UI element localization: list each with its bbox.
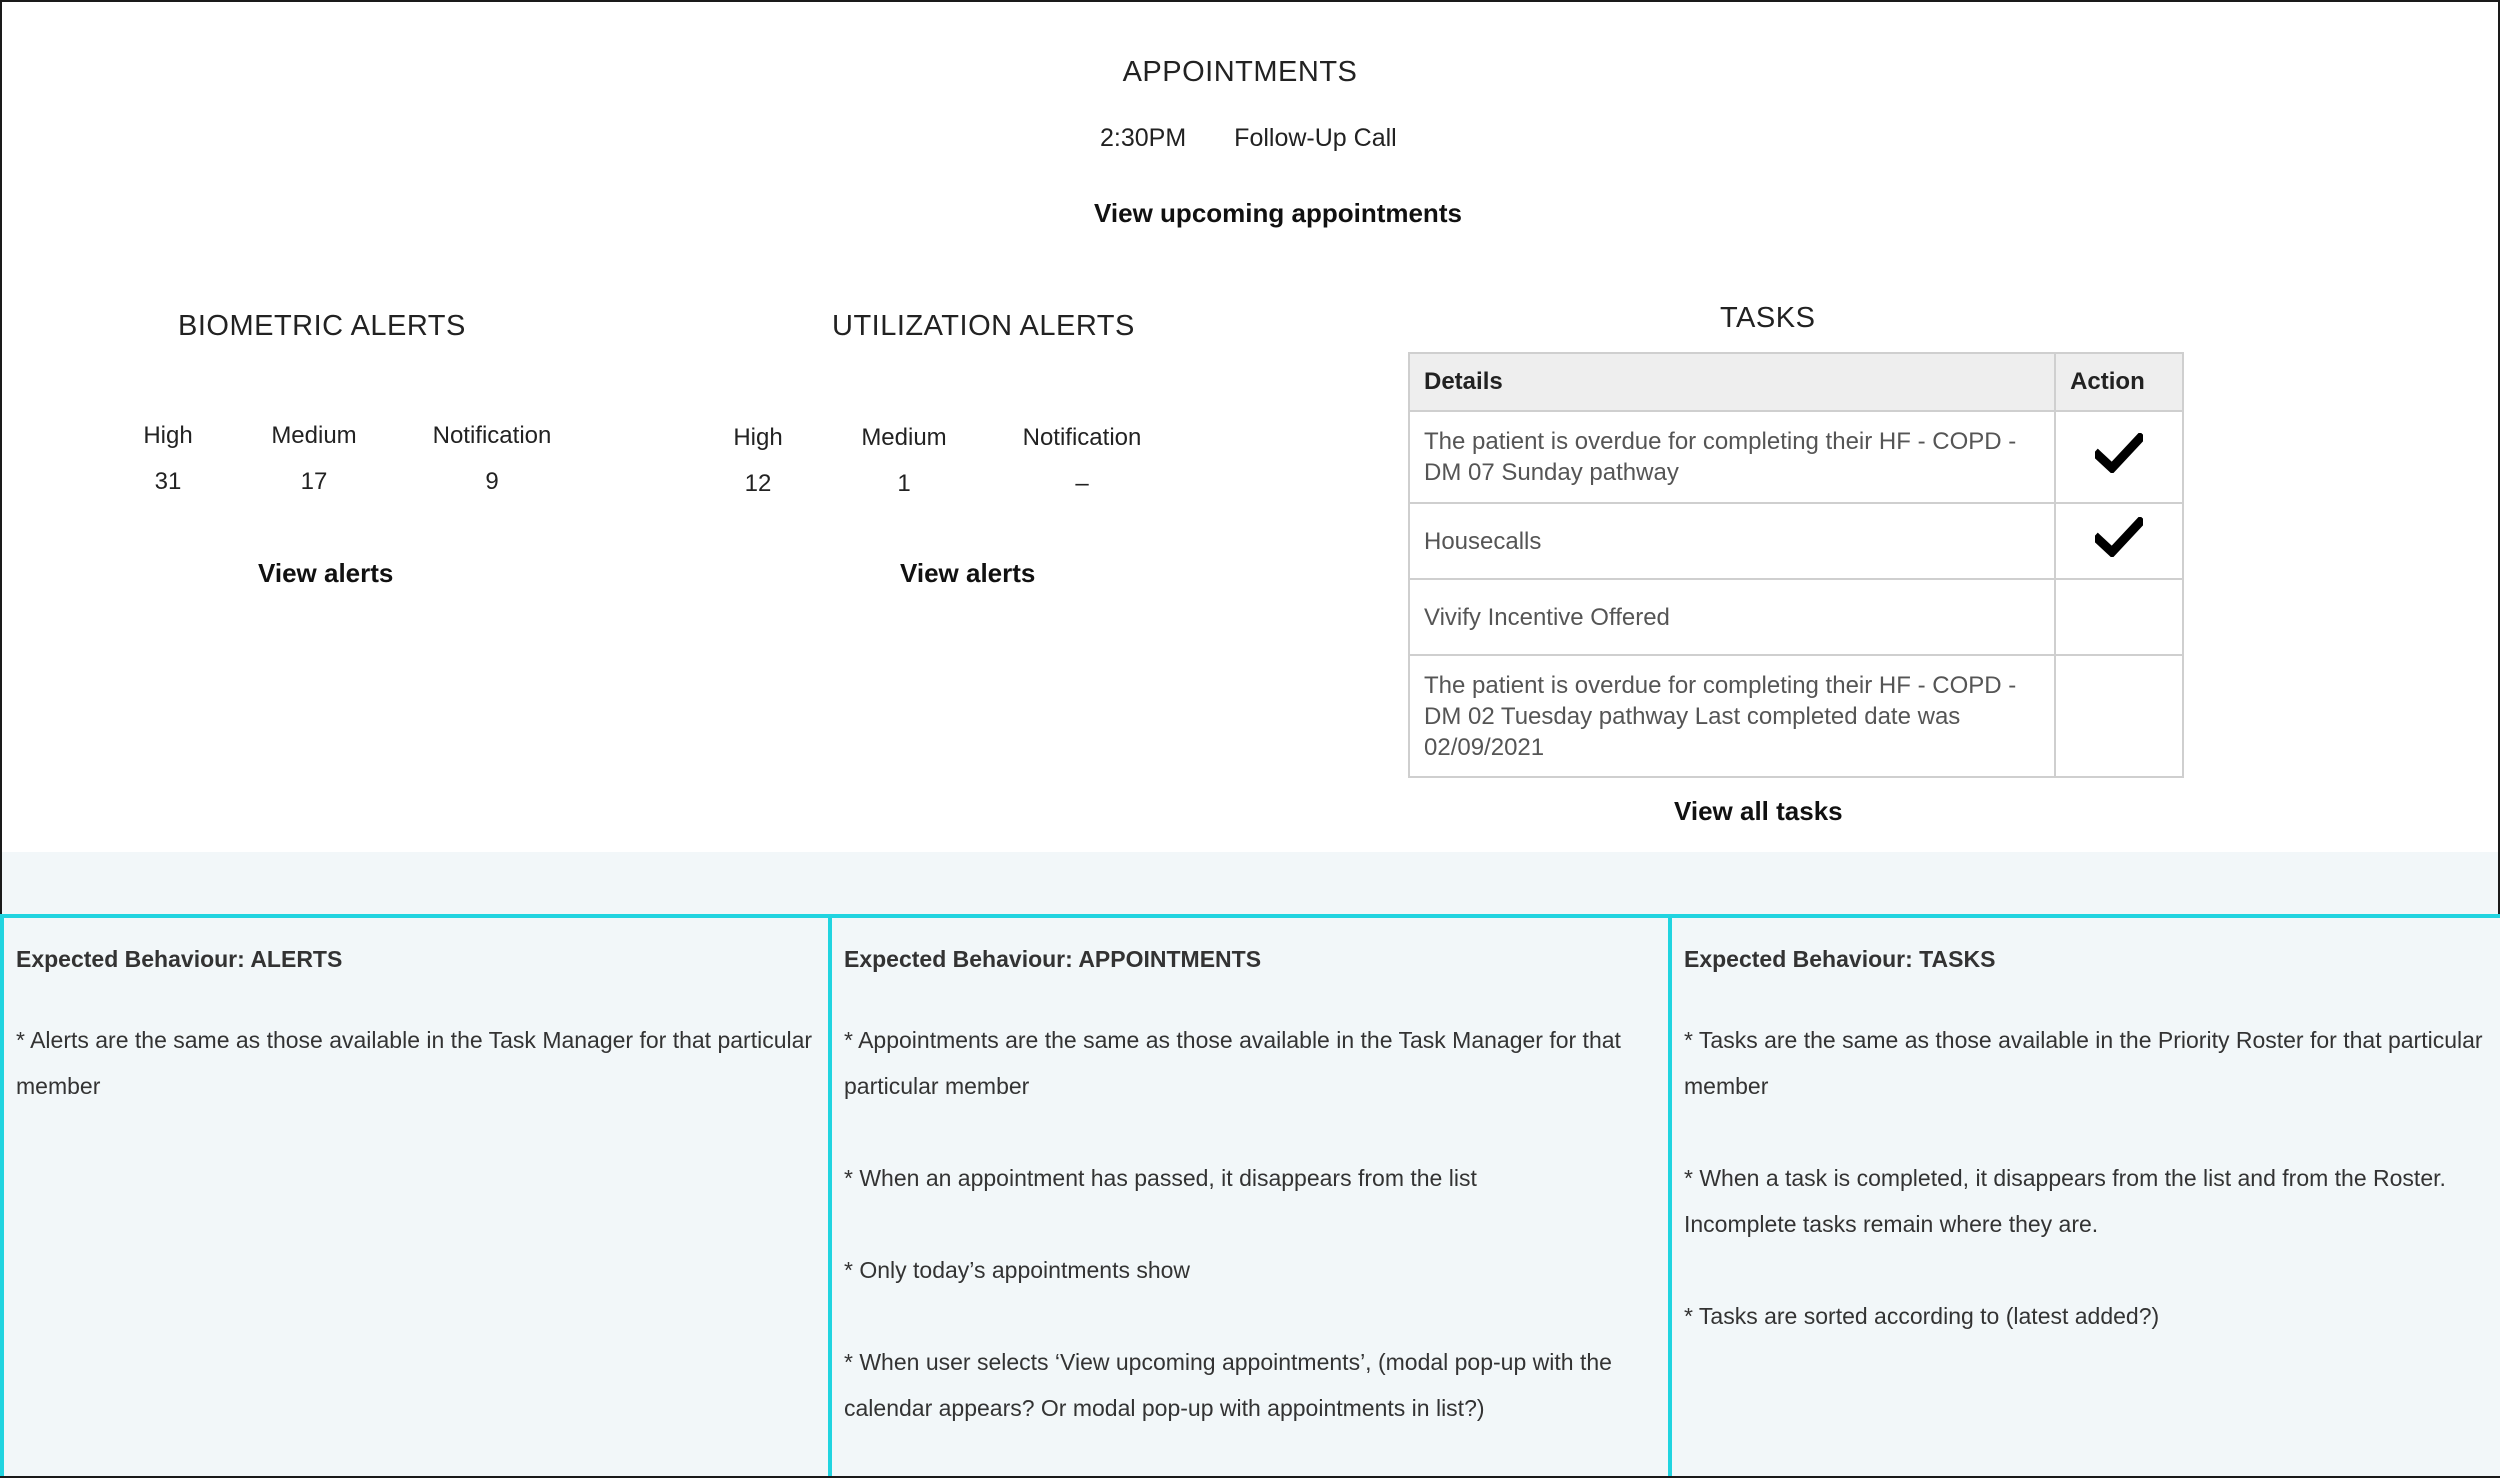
note-heading: Expected Behaviour: ALERTS (16, 946, 343, 972)
expected-tasks-note (1668, 914, 2500, 1476)
alert-value: 1 (897, 470, 911, 497)
appointments-title: APPOINTMENTS (1122, 56, 1358, 88)
expected-behaviour-section (2, 852, 2498, 1476)
alert-label: Notification (432, 422, 552, 449)
note-paragraph: * When a task is completed, it disappears from the list and from the Roster. Incomplete tasks remain where they are. (1684, 1165, 2446, 1237)
alert-label: High (143, 422, 193, 449)
dashboard-panel (2, 2, 2498, 852)
alert-value: 9 (485, 468, 499, 495)
checkmark-icon[interactable] (2095, 517, 2143, 565)
appointment-item (1100, 124, 1397, 153)
note-heading: Expected Behaviour: APPOINTMENTS (844, 946, 1262, 972)
utilization-alerts-title: UTILIZATION ALERTS (832, 310, 1135, 342)
alert-label: High (733, 424, 783, 451)
task-row (1409, 411, 2183, 503)
note-paragraph: * Only today’s appointments show (844, 1257, 1191, 1283)
task-details: Housecalls (1409, 503, 2055, 579)
biometric-medium (264, 422, 364, 496)
tasks-title: TASKS (1720, 302, 1816, 334)
appointment-time: 2:30PM (1100, 124, 1187, 152)
note-paragraph: * Appointments are the same as those available in the Task Manager for that particular member (844, 1027, 1621, 1099)
task-row (1409, 579, 2183, 655)
view-biometric-alerts-link[interactable]: View alerts (258, 558, 394, 588)
utilization-notification (1012, 424, 1152, 498)
biometric-notification (422, 422, 562, 496)
task-details: Vivify Incentive Offered (1409, 579, 2055, 655)
task-details: The patient is overdue for completing their HF - COPD - DM 07 Sunday pathway (1409, 411, 2055, 503)
utilization-medium (854, 424, 954, 498)
alert-label: Medium (861, 424, 947, 451)
task-action[interactable] (2055, 411, 2183, 503)
task-action[interactable] (2055, 503, 2183, 579)
task-details: The patient is overdue for completing their HF - COPD - DM 02 Tuesday pathway Last completed date was 02/09/2021 (1409, 655, 2055, 777)
note-paragraph: * When user selects ‘View upcoming appointments’, (modal pop-up with the calendar appears? Or modal pop-up with appointments in list?) (844, 1349, 1612, 1421)
expected-appointments-note (828, 914, 1674, 1476)
biometric-high (130, 422, 206, 496)
utilization-high (720, 424, 796, 498)
alert-value: – (1075, 470, 1089, 497)
task-action[interactable] (2055, 579, 2183, 655)
view-utilization-alerts-link[interactable]: View alerts (900, 558, 1036, 588)
alert-label: Notification (1022, 424, 1142, 451)
note-paragraph: * Alerts are the same as those available in the Task Manager for that particular member (16, 1027, 813, 1099)
alert-value: 31 (154, 468, 182, 495)
task-action[interactable] (2055, 655, 2183, 777)
biometric-alerts-title: BIOMETRIC ALERTS (178, 310, 466, 342)
view-upcoming-appointments-link[interactable]: View upcoming appointments (1094, 198, 1462, 228)
tasks-table (1408, 352, 2184, 778)
expected-alerts-note (0, 914, 834, 1476)
details-header: Details (1409, 353, 2055, 411)
alert-value: 17 (300, 468, 328, 495)
task-row (1409, 655, 2183, 777)
appointment-label: Follow-Up Call (1234, 124, 1397, 152)
note-heading: Expected Behaviour: TASKS (1684, 946, 1996, 972)
view-all-tasks-link[interactable]: View all tasks (1674, 796, 1843, 826)
note-paragraph: * When an appointment has passed, it disappears from the list (844, 1165, 1477, 1191)
alert-value: 12 (744, 470, 772, 497)
alert-label: Medium (271, 422, 357, 449)
checkmark-icon[interactable] (2095, 433, 2143, 481)
note-paragraph: * Tasks are sorted according to (latest added?) (1684, 1303, 2160, 1329)
action-header: Action (2055, 353, 2183, 411)
tasks-header-row (1409, 353, 2183, 411)
note-paragraph: * Tasks are the same as those available in the Priority Roster for that particular member (1684, 1027, 2483, 1099)
task-row (1409, 503, 2183, 579)
